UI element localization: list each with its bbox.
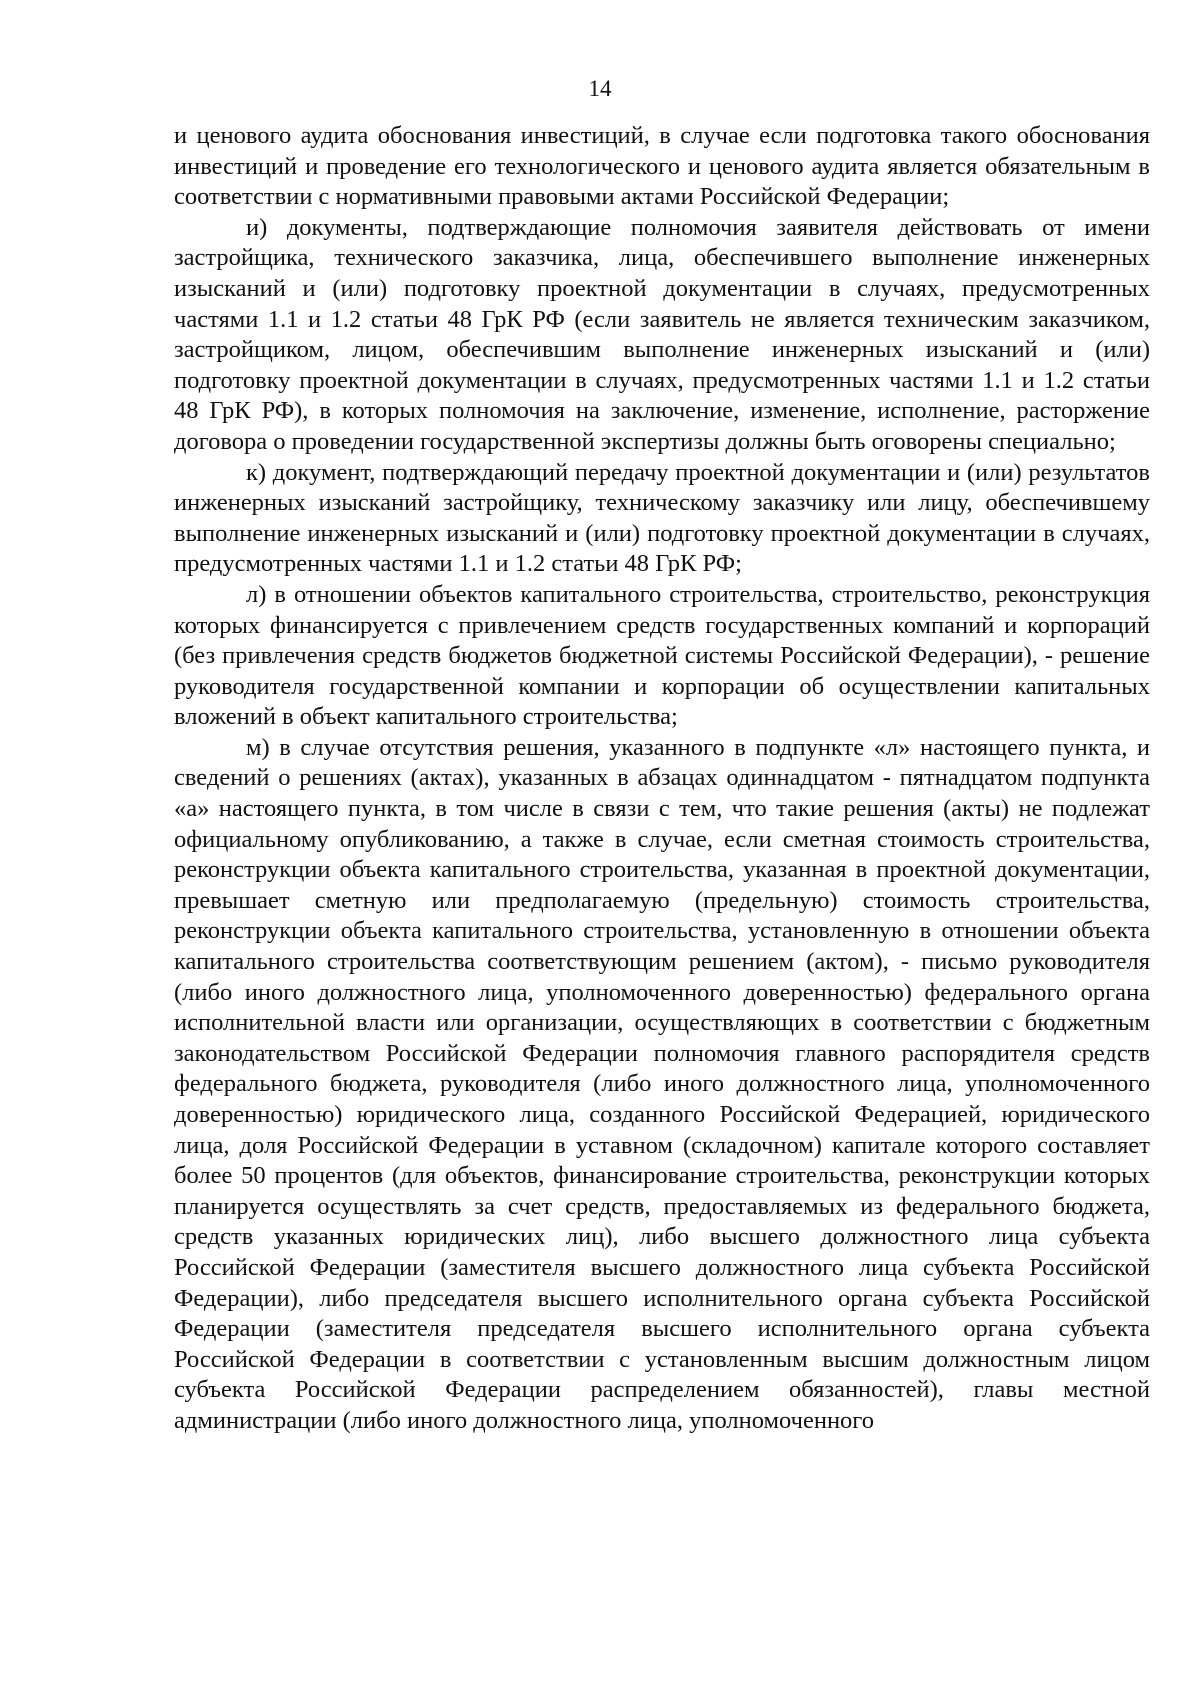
paragraph-item-k: к) документ, подтверждающий передачу проектной документации и (или) результатов инженерных изысканий застройщику, техническому заказчику или лицу, обеспечившему выполнение инженерных изысканий и (или) подготовку проектной документации в случаях, предусмотренных частями 1.1 и 1.2 статьи 48 ГрК РФ; [174,458,1150,578]
paragraph-item-l: л) в отношении объектов капитального строительства, строительство, реконструкция которых финансируется с привлечением средств государственных компаний и корпораций (без привлечения средств бюджетов бюджетной системы Российской Федерации), - решение руководителя государственной компании и корпорации об осуществлении капитальных вложений в объект капитального строительства; [174,580,1150,731]
paragraph-continuation: и ценового аудита обоснования инвестиций, в случае если подготовка такого обоснования инвестиций и проведение его технологического и ценового аудита является обязательным в соответствии с нормативными правовыми актами Российской Федерации; [174,122,1150,211]
paragraph-item-i: и) документы, подтверждающие полномочия заявителя действовать от имени застройщика, технического заказчика, лица, обеспечившего выполнение инженерных изысканий и (или) подготовку проектной документации в случаях, предусмотренных частями 1.1 и 1.2 статьи 48 ГрК РФ (если заявитель не является техническим заказчиком, застройщиком, лицом, обеспечившим выполнение инженерных изысканий и (или) подготовку проектной документации в случаях, предусмотренных частями 1.1 и 1.2 статьи 48 ГрК РФ), в которых полномочия на заключение, изменение, исполнение, расторжение договора о проведении государственной экспертизы должны быть оговорены специально; [174,213,1150,455]
document-body [174,121,1150,1437]
page-number: 14 [588,76,612,101]
paragraph-item-m: м) в случае отсутствия решения, указанного в подпункте «л» настоящего пункта, и сведений о решениях (актах), указанных в абзацах одиннадцатом - пятнадцатом подпункта «а» настоящего пункта, в том числе в связи с тем, что такие решения (акты) не подлежат официальному опубликованию, а также в случае, если сметная стоимость строительства, реконструкции объекта капитального строительства, указанная в проектной документации, превышает сметную или предполагаемую (предельную) стоимость строительства, реконструкции объекта капитального строительства, установленную в отношении объекта капитального строительства соответствующим решением (актом), - письмо руководителя (либо иного должностного лица, уполномоченного доверенностью) федерального органа исполнительной власти или организации, осуществляющих в соответствии с бюджетным законодательством Российской Федерации полномочия главного распорядителя средств федерального бюджета, руководителя (либо иного должностного лица, уполномоченного доверенностью) юридического лица, созданного Российской Федерацией, юридического лица, доля Российской Федерации в уставном (складочном) капитале которого составляет более 50 процентов (для объектов, финансирование строительства, реконструкции которых планируется осуществлять за счет средств, предоставляемых из федерального бюджета, средств указанных юридических лиц), либо высшего должностного лица субъекта Российской Федерации (заместителя высшего должностного лица субъекта Российской Федерации), либо председателя высшего исполнительного органа субъекта Российской Федерации (заместителя председателя высшего исполнительного органа субъекта Российской Федерации в соответствии с установленным высшим должностным лицом субъекта Российской Федерации распределением обязанностей), главы местной администрации (либо иного должностного лица, уполномоченного [174,733,1150,1434]
